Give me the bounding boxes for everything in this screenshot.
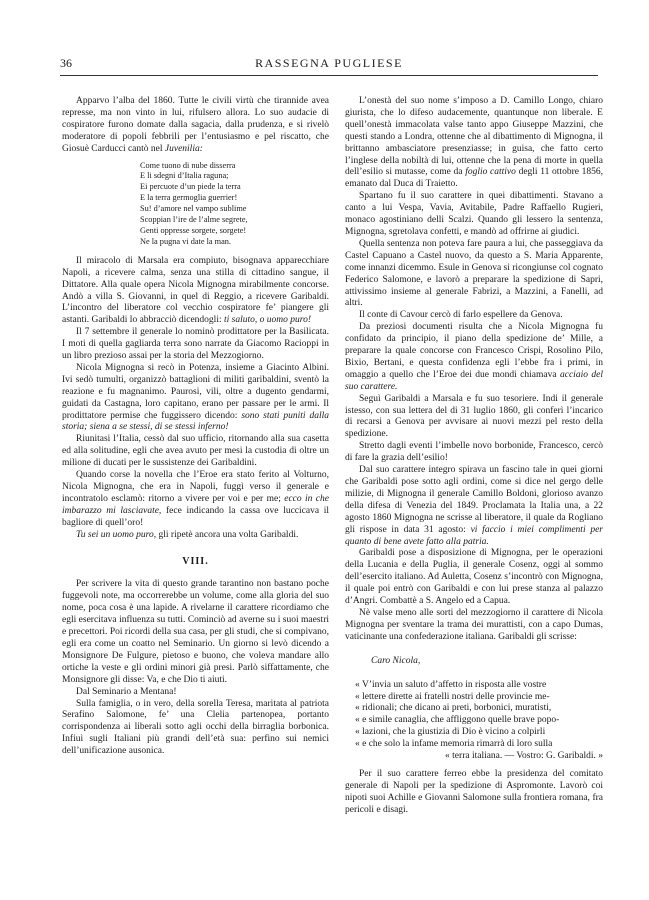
letter-line: « e simile canaglia, che affliggono quelle brave popo- [355,715,560,726]
poem-line: Su! d’amore nel vampo sublime [140,204,247,214]
page-number: 36 [60,56,72,70]
header-rule [60,75,598,76]
paragraph: Per scrivere la vita di questo grande tarantino non bastano poche fuggevoli note, ma occorrerebbe un volume, come alla gloria del suo nome, poca cosa è una lapide. A rivelarne il carattere ricordiamo che egli esercitava influenza su tutti. Cominciò ad averne su i suoi maestri e precettori. Poi ricordi della sua casa, per gli studi, che si compivano, egli era come un coatto nel Seminario. Un giorno si levò dicendo a Monsignore De Fulgure, pietoso e buono, che voleva mandare allo ortiche la veste e gli ordini minori già presi. Parlò siffattamente, che Monsignore gli disse: Va, e che Dio ti aiuti. [62,579,329,685]
paragraph: Stretto dagli eventi l’imbelle novo borbonide, Francesco, cercò di fare la grazia dell’esilio! [345,441,603,464]
paragraph: Il miracolo di Marsala era compiuto, bisognava apparecchiare Napoli, a ricevere calma, senza una stilla di cittadino sangue, il Dittatore. Alla quale opera Nicola Mignogna mirabilmente concorse. Andò a villa S. Giovanni, in quel di Reggio, a ricevere Garibaldi. L’incontro del liberatore col vecchio cospiratore fe’ piangere gli astanti. Garibaldi lo abbracciò dicendogli: ti saluto, o uomo puro! [62,255,329,326]
poem-line: Ne la pugna vi date la man. [140,236,232,246]
right-column [345,96,603,817]
paragraph: Il 7 settembre il generale lo nominò prodittatore per la Basilicata. I moti di quella gagliarda terra sono narrate da Giacomo Racioppi in un libro prezioso assai per la storia del Mezzogiorno. [62,327,329,362]
left-column [62,96,329,758]
paragraph: Nè valse meno alle sorti del mezzogiorno il carattere di Nicola Mignogna per sventare la trama dei murattisti, con a capo Dumas, vaticinante una confederazione italiana. Garibaldi gli scrisse: [345,607,603,642]
paragraph: Il conte di Cavour cercò di farlo espellere da Genova. [359,310,563,321]
running-title: RASSEGNA PUGLIESE [255,56,403,70]
paragraph: Riunitasi l’Italia, cessò dal suo ufficio, ritornando alla sua casetta ed alla solitudine, egli che avea avuto per mesi la custodia di oltre un milione di ducati per le sussistenze dei Garibaldini. [62,434,329,469]
paragraph: Tu sei un uomo puro, gli ripetè ancora una volta Garibaldi. [76,529,299,540]
poem-line: E li sdegni d’Italia raguna; [140,171,229,181]
paragraph: Dal suo carattere integro spirava un fascino tale in quei giorni che Garibaldi pose sotto agli ordini, come si dice nel gergo delle milizie, di Mignogna il generale Camillo Boldoni, glorioso avanzo della difesa di Venezia del 1849. Proclamata la Italia una, a 22 agosto 1860 Mignogna ne scrisse al liberatore, il quale da Rogliano gli rispose in data 31 agosto: vi faccio i miei complimenti per quanto di bene avete fatto alla patria. [345,465,603,547]
poem-line: Come tuono di nube disserra [140,160,236,170]
poem-line: Scoppian l’ire de l’alme segrete, [140,215,248,225]
paragraph: Quando corse la novella che l’Eroe era stato ferito al Volturno, Nicola Mignogna, che era in Napoli, fuggì verso il generale e incontratolo esclamò: ritorno a viverе per voi e per me; ecco in che imbarazzo mi lasciavate, fece indicando la cassa ove luccicava il bagliore di quell’oro! [62,470,329,528]
paragraph: Quella sentenza non poteva fare paura a lui, che passeggiava da Castel Capuano a Castel nuovo, da questo a S. Maria Apparente, come innanzi dicemmo. Esule in Genova si ricongiunse col cognato Federico Salomone, e lavorò a preparare la spedizione di Sapri, attivissimo insieme al generale Fabrizi, a Mazzini, a Fanelli, ad altri. [345,238,604,309]
section-heading: VIII. [182,555,209,567]
paragraph: Dal Seminario a Mentana! [76,686,177,697]
poem-line: E la terra germoglia guerrier! [140,193,238,203]
page-header [60,50,598,74]
poem-line: Genti oppresse sorgete, sorgete! [140,225,247,235]
paragraph: Apparvo l’alba del 1860. Tutte le civili virtù che tirannide avea represse, ma non vinto in lui, rifulsero allora. Lo suo audacie di cospiratore furono domate dalla sagacia, dalla prudenza, e si rivelò moderatore di popoli febbrili per l’entusiasmo e pel riscatto, che Giosuè Carducci cantò nel Juvenilia: [62,96,329,154]
letter-quote [355,680,603,763]
paragraph: Seguì Garibaldi a Marsala e fu suo tesoriere. Indi il generale istesso, con sua lettera del di 31 luglio 1860, gli conferì l’incarico di recarsi a Genova per avvisare ai nuovi mezzi pel resto della spedizione. [345,393,603,440]
letter-line: « lazioni, che la giustizia di Dio è vicino a colpirli [355,727,546,738]
letter-salutation: Caro Nicola, [371,655,421,666]
letter-line: « ridionali; che dicano ai preti, borbonici, muratisti, [355,703,552,714]
paragraph: Per il suo carattere ferreo ebbe la presidenza del comitato generale di Napoli per la spedizione di Aspromonte. Lavorò coi nipoti suoi Achille e Giovanni Salomone sulla frontiera romana, fra pericoli e disagi. [345,768,603,815]
paragraph: L’onestà del suo nome s’imposo a D. Camillo Longo, chiaro giurista, che lo difeso audacemente, quantunque non liberale. E quell’onestà immacolata valse tanto appo Giuseppe Mazzini, che questi stando a Londra, ottenne che al dibattimento di Mignogna, il brittanno ambasciatore presenziasse; in guisa, che fatto certo l’inglese della nobiltà di lui, ottenne che la pena di morte in quella dell’esilio si mutasse, come da foglio cattivo degli 11 ottobre 1856, emanato dal Duca di Traietto. [345,96,603,190]
poem-quote [140,161,329,248]
poem-line: Ei percuote d’un piede la terra [140,182,241,192]
letter-line: « V’invia un saluto d’affetto in risposta alle vostre [355,679,547,690]
paragraph: Garibaldi pose a disposizione di Mignogna, per le operazioni della Lucania e della Puglia, il generale Cosenz, oggi al sommo dell’esercito italiano. Ad Auletta, Cosenz s’incontrò con Mignogna, il quale poi entrò con Garibaldi e con lui prese stanza al palazzo d’Angri. Combattè a S. Angelo ed a Capua. [345,548,603,607]
paragraph: Spartano fu il suo carattere in quei dibattimenti. Stavano a canto a lui Vespa, Vavia, Avitabile, Padre Raffaello Rugieri, monaco agostiniano delli Scalzi. Quando gli lessero la sentenza, Mignogna, sgretolava confetti, e mandò ad offrirne ai giudici. [345,191,603,237]
paragraph: Sulla famiglia, o in vero, della sorella Teresa, maritata al patriota Serafino Salomone, fe’ una Clelia partenopea, portanto corrispondenza ai liberali sotto agli occhi della birraglia borbonica. Infiuì sugli Italiani più grandi dell’età sua: perfino sui nemici dell’unificazione ausonica. [62,698,329,757]
paragraph: Da preziosi documenti risulta che a Nicola Mignogna fu confidato da principio, il piano della spedizione de’ Mille, a preparare la quale concorse con Francesco Crispi, Rosolino Pilo, Bixio, Bertani, e questa confidenza egli l’ebbe fra i primi, in omaggio a quello che l’Eroe dei due mondi chiamava acciaio del suo carattere. [345,322,603,392]
letter-line: « terra italiana. — Vostro: G. Garibaldi. » [445,751,603,762]
letter-line: « lettere dirette ai fratelli nostri delle provincie me- [355,691,550,702]
letter-line: « e che solo la infame memoria rimarrà di loro sulla [355,739,553,750]
paragraph: Nicola Mignogna si recò in Potenza, insieme a Giacinto Albini. Ivi sedò tumulti, organizzò battaglioni di militi garibaldini, sventò la reazione e fu magnanimo. Paurosi, vili, oltre a dugento gendarmi, guidati da Castagna, loro capitano, erano per passare per le armi. Il prodittatore permise che fuggissero dicendo: sono stati puniti dalla storia; siena a se stessi, di se stessi inferno! [62,362,329,433]
